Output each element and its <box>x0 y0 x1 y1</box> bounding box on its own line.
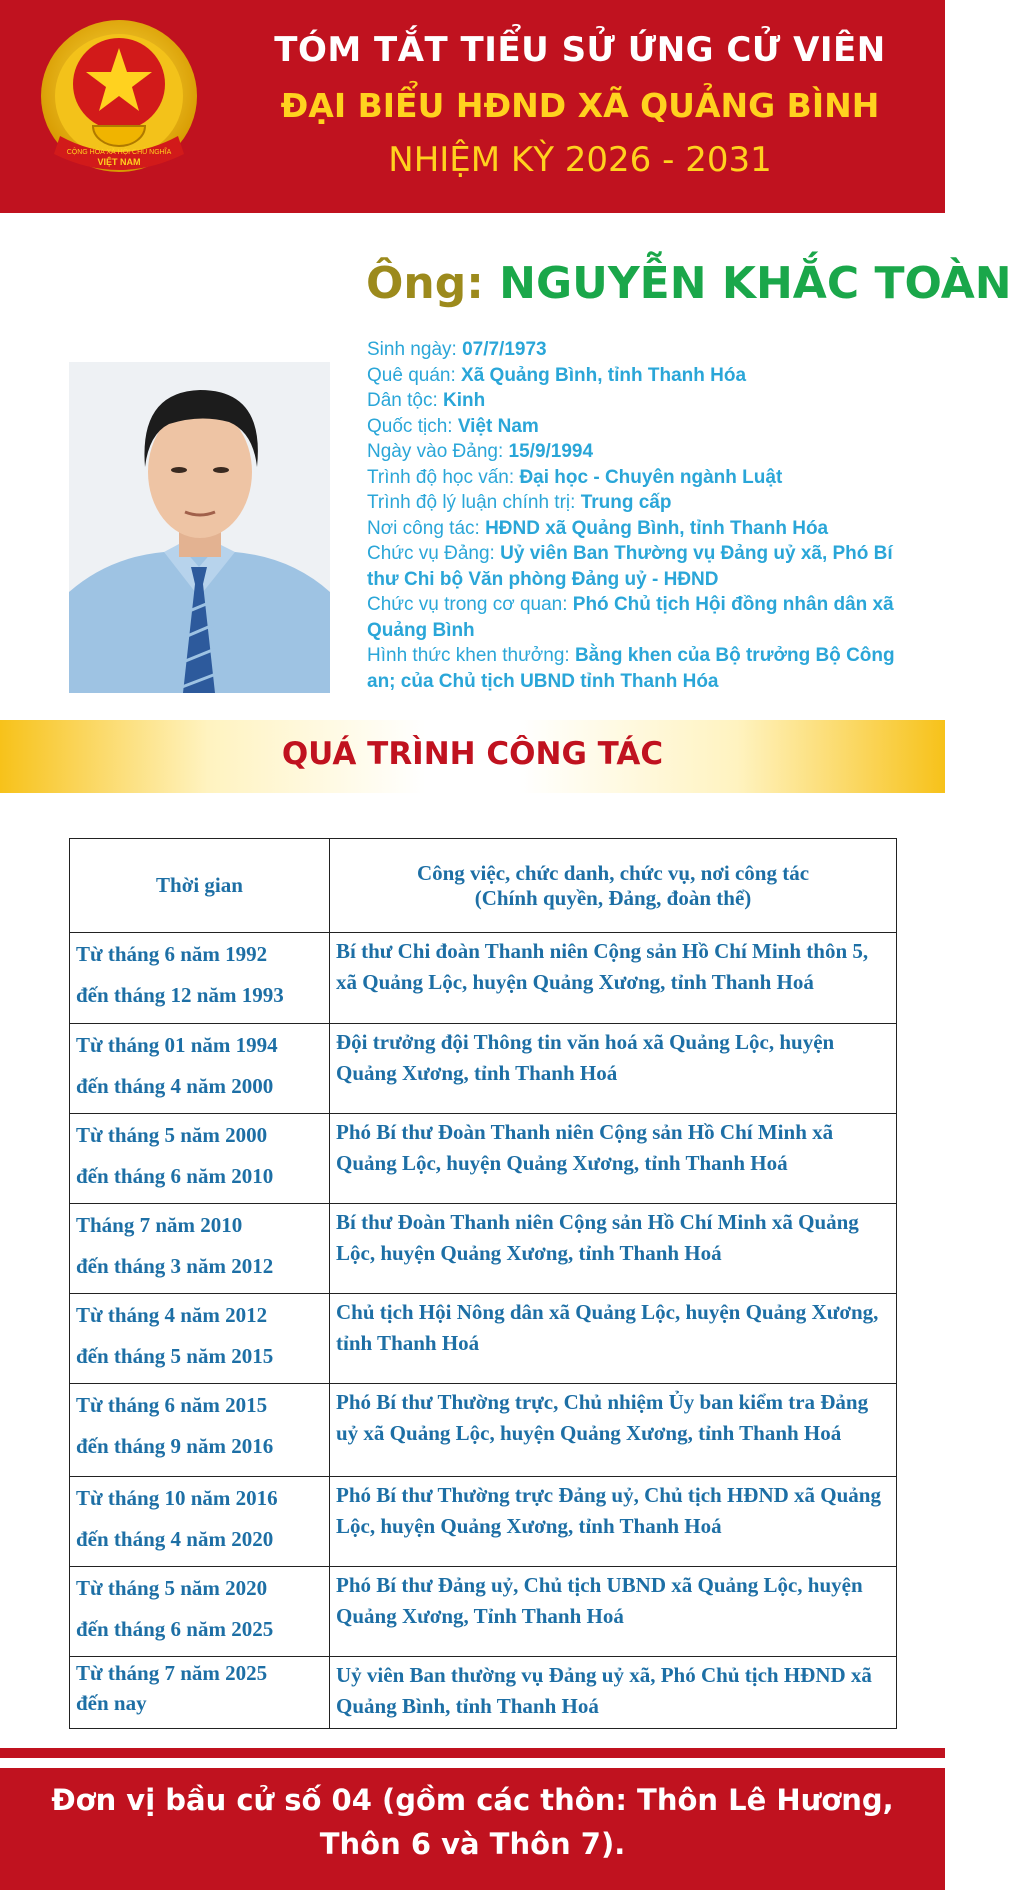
time-from: Tháng 7 năm 2010 <box>76 1213 243 1237</box>
time-to: đến tháng 12 năm 1993 <box>76 983 284 1007</box>
info-value: Phó Chủ tịch Hội đồng nhân dân xã Quảng Bình <box>367 594 894 641</box>
info-value: Uỷ viên Ban Thường vụ Đảng uỷ xã, Phó Bí thư Chi bộ Văn phòng Đảng uỷ - HĐND <box>367 543 893 590</box>
emblem-ribbon-text: CỘNG HÒA XÃ HỘI CHỦ NGHĨA <box>66 149 172 156</box>
description-cell: Bí thư Đoàn Thanh niên Cộng sản Hồ Chí Minh xã Quảng Lộc, huyện Quảng Xương, tỉnh Thanh Hoá <box>330 1204 897 1294</box>
description-cell: Phó Bí thư Đoàn Thanh niên Cộng sản Hồ Chí Minh xã Quảng Lộc, huyện Quảng Xương, tỉnh Thanh Hoá <box>330 1114 897 1204</box>
info-label: Chức vụ Đảng: <box>367 543 501 564</box>
info-value: Kinh <box>443 390 486 411</box>
time-cell <box>70 1294 330 1384</box>
description-cell: Phó Bí thư Đảng uỷ, Chủ tịch UBND xã Quảng Lộc, huyện Quảng Xương, Tỉnh Thanh Hoá <box>330 1567 897 1657</box>
time-to: đến tháng 3 năm 2012 <box>76 1254 274 1278</box>
table-header-time: Thời gian <box>70 839 330 933</box>
table-row <box>70 1294 897 1384</box>
info-label: Chức vụ trong cơ quan: <box>367 594 573 615</box>
electoral-unit-note <box>30 1778 915 1866</box>
candidate-name-line <box>366 258 1012 309</box>
footer-line-2: Thôn 6 và Thôn 7). <box>319 1827 626 1861</box>
emblem-ribbon-text-2: VIỆT NAM <box>97 157 141 167</box>
info-label: Ngày vào Đảng: <box>367 441 509 462</box>
info-hometown <box>367 363 917 389</box>
time-to: đến tháng 4 năm 2000 <box>76 1074 274 1098</box>
info-label: Sinh ngày: <box>367 339 463 360</box>
candidate-portrait <box>69 362 330 693</box>
info-political-theory <box>367 490 917 516</box>
table-row <box>70 1024 897 1114</box>
table-header-row <box>70 839 897 933</box>
time-to: đến tháng 6 năm 2010 <box>76 1164 274 1188</box>
description-cell: Bí thư Chi đoàn Thanh niên Cộng sản Hồ Chí Minh thôn 5, xã Quảng Lộc, huyện Quảng Xương, tỉnh Thanh Hoá <box>330 933 897 1024</box>
time-from: Từ tháng 7 năm 2025 <box>76 1661 268 1685</box>
table-row <box>70 1384 897 1477</box>
info-office-position <box>367 592 917 643</box>
time-from: Từ tháng 5 năm 2020 <box>76 1576 268 1600</box>
candidate-prefix: Ông: <box>366 258 484 309</box>
candidate-info <box>367 337 917 694</box>
info-label: Trình độ lý luận chính trị: <box>367 492 581 513</box>
info-education <box>367 465 917 491</box>
info-value: 15/9/1994 <box>508 441 594 462</box>
info-workplace <box>367 516 917 542</box>
table-row <box>70 933 897 1024</box>
time-cell <box>70 1567 330 1657</box>
time-cell <box>70 1024 330 1114</box>
info-label: Quê quán: <box>367 364 462 386</box>
candidate-name: NGUYỄN KHẮC TOÀN <box>499 258 1012 309</box>
info-label: Nơi công tác: <box>367 517 486 539</box>
info-nationality <box>367 414 917 440</box>
section-title: QUÁ TRÌNH CÔNG TÁC <box>281 736 664 772</box>
time-from: Từ tháng 6 năm 2015 <box>76 1393 268 1417</box>
time-to: đến nay <box>76 1691 147 1715</box>
table-row <box>70 1657 897 1729</box>
info-awards <box>367 643 917 694</box>
time-to: đến tháng 5 năm 2015 <box>76 1344 274 1368</box>
info-value: HĐND xã Quảng Bình, tỉnh Thanh Hóa <box>485 517 829 539</box>
time-cell <box>70 1657 330 1729</box>
info-label: Dân tộc: <box>367 390 444 411</box>
info-label: Trình độ học vấn: <box>367 466 520 488</box>
footer-divider <box>0 1748 945 1758</box>
time-from: Từ tháng 5 năm 2000 <box>76 1123 268 1147</box>
info-value: Xã Quảng Bình, tỉnh Thanh Hóa <box>461 364 747 386</box>
info-party-join-date <box>367 439 917 465</box>
footer-line-1: Đơn vị bầu cử số 04 (gồm các thôn: Thôn Lê Hương, <box>51 1783 894 1817</box>
time-from: Từ tháng 01 năm 1994 <box>76 1033 278 1057</box>
header-title: TÓM TẮT TIỂU SỬ ỨNG CỬ VIÊN <box>274 30 886 70</box>
table-header-desc-line2: (Chính quyền, Đảng, đoàn thể) <box>474 885 752 910</box>
table-row <box>70 1114 897 1204</box>
time-cell <box>70 1204 330 1294</box>
header-subtitle: ĐẠI BIỂU HĐND XÃ QUẢNG BÌNH <box>280 86 880 125</box>
description-cell: Phó Bí thư Thường trực, Chủ nhiệm Ủy ban kiểm tra Đảng uỷ xã Quảng Lộc, huyện Quảng Xương, tỉnh Thanh Hoá <box>330 1384 897 1477</box>
info-value: Đại học - Chuyên ngành Luật <box>519 466 783 488</box>
info-label: Hình thức khen thưởng: <box>367 645 575 666</box>
time-to: đến tháng 9 năm 2016 <box>76 1434 274 1458</box>
table-row <box>70 1204 897 1294</box>
time-cell <box>70 1114 330 1204</box>
description-cell: Chủ tịch Hội Nông dân xã Quảng Lộc, huyện Quảng Xương, tỉnh Thanh Hoá <box>330 1294 897 1384</box>
description-cell: Đội trưởng đội Thông tin văn hoá xã Quảng Lộc, huyện Quảng Xương, tỉnh Thanh Hoá <box>330 1024 897 1114</box>
time-to: đến tháng 4 năm 2020 <box>76 1527 274 1551</box>
table-header-description <box>330 839 897 933</box>
time-cell <box>70 1384 330 1477</box>
time-to: đến tháng 6 năm 2025 <box>76 1617 274 1641</box>
info-value: 07/7/1973 <box>462 339 547 360</box>
info-value: Việt Nam <box>457 415 539 437</box>
time-from: Từ tháng 4 năm 2012 <box>76 1303 268 1327</box>
time-from: Từ tháng 6 năm 1992 <box>76 942 268 966</box>
info-party-position <box>367 541 917 592</box>
table-row <box>70 1567 897 1657</box>
info-ethnicity <box>367 388 917 414</box>
header-term: NHIỆM KỲ 2026 - 2031 <box>388 140 772 180</box>
national-emblem-icon <box>38 18 200 183</box>
info-value: Bằng khen của Bộ trưởng Bộ Công an; của Chủ tịch UBND tỉnh Thanh Hóa <box>367 645 895 692</box>
info-value: Trung cấp <box>580 492 672 513</box>
time-from: Từ tháng 10 năm 2016 <box>76 1486 278 1510</box>
time-cell <box>70 1477 330 1567</box>
description-cell: Phó Bí thư Thường trực Đảng uỷ, Chủ tịch HĐND xã Quảng Lộc, huyện Quảng Xương, tỉnh Thanh Hoá <box>330 1477 897 1567</box>
description-cell: Uỷ viên Ban thường vụ Đảng uỷ xã, Phó Chủ tịch HĐND xã Quảng Bình, tỉnh Thanh Hoá <box>330 1657 897 1729</box>
info-birthdate <box>367 337 917 363</box>
work-history-table <box>69 838 897 1729</box>
table-row <box>70 1477 897 1567</box>
time-cell <box>70 933 330 1024</box>
table-header-desc-line1: Công việc, chức danh, chức vụ, nơi công tác <box>416 860 810 885</box>
info-label: Quốc tịch: <box>367 415 458 437</box>
